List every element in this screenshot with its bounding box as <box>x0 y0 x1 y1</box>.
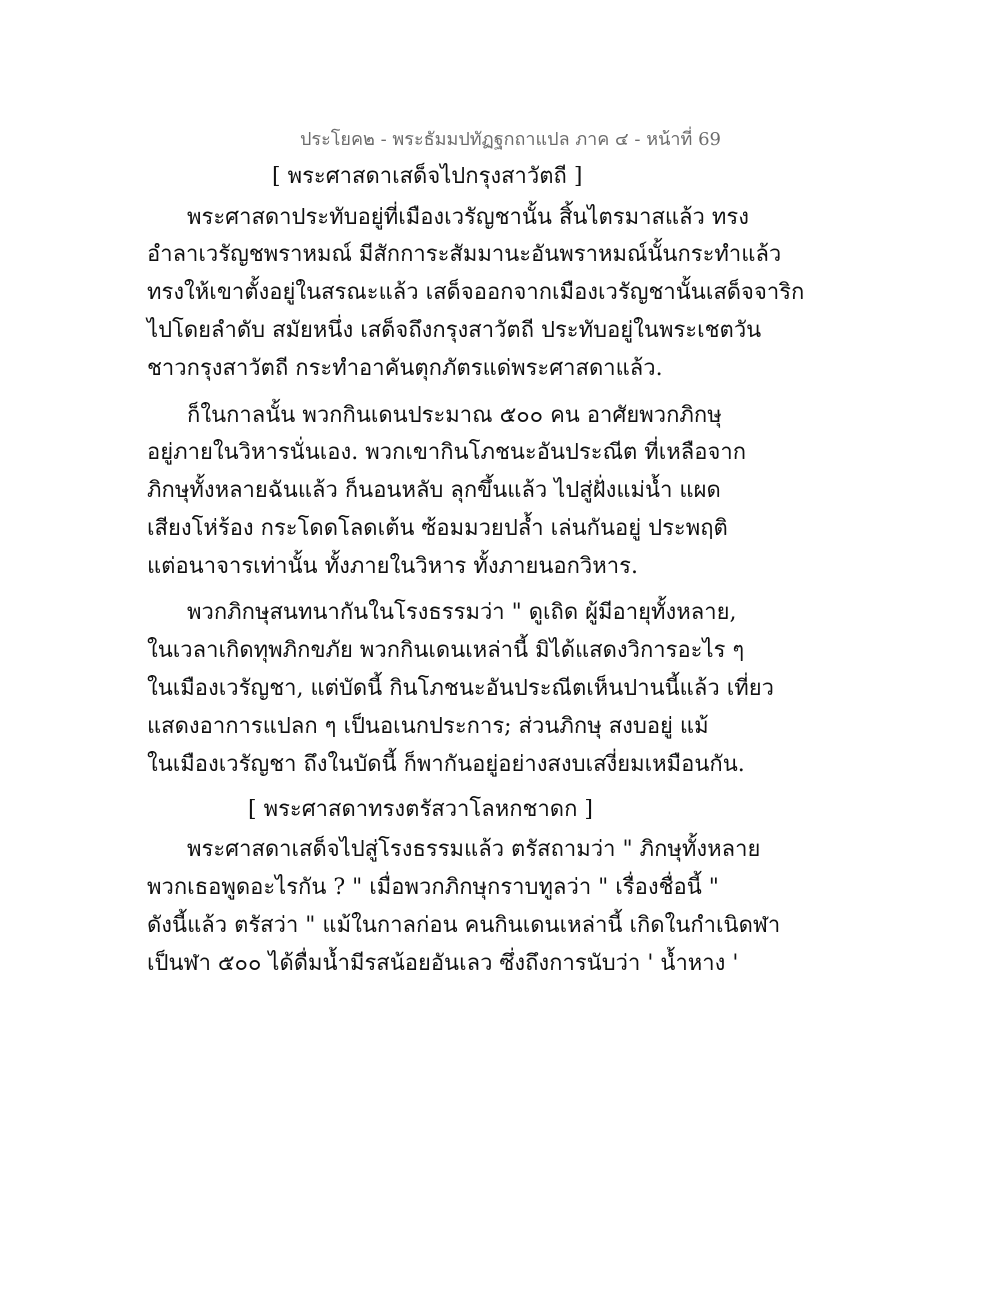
paragraph-line: พวกภิกษุสนทนากันในโรงธรรมว่า " ดูเถิด ผู้มีอายุทั้งหลาย, <box>187 600 737 625</box>
paragraph-line: พระศาสดาประทับอยู่ที่เมืองเวรัญชานั้น สิ้นไตรมาสแล้ว ทรง <box>187 205 749 230</box>
paragraph-line: ไปโดยลำดับ สมัยหนึ่ง เสด็จถึงกรุงสาวัตถี ประทับอยู่ในพระเชตวัน <box>147 318 762 343</box>
paragraph-line: ชาวกรุงสาวัตถี กระทำอาคันตุกภัตรแด่พระศาสดาแล้ว. <box>147 356 663 381</box>
paragraph-line: อำลาเวรัญชพราหมณ์ มีสักการะสัมมานะอันพราหมณ์นั้นกระทำแล้ว <box>147 242 782 267</box>
paragraph-line: ในเมืองเวรัญชา ถึงในบัดนี้ ก็พากันอยู่อย่างสงบเสงี่ยมเหมือนกัน. <box>147 752 745 777</box>
paragraph-line: เสียงโห่ร้อง กระโดดโลดเต้น ซ้อมมวยปล้ำ เล่นกันอยู่ ประพฤติ <box>147 516 728 541</box>
paragraph-line: ดังนี้แล้ว ตรัสว่า " แม้ในกาลก่อน คนกินเดนเหล่านี้ เกิดในกำเนิดฬา <box>147 913 781 938</box>
section-heading: [ พระศาสดาทรงตรัสวาโลหกชาดก ] <box>248 797 593 822</box>
paragraph-line: พวกเธอพูดอะไรกัน ? " เมื่อพวกภิกษุกราบทูลว่า " เรื่องชื่อนี้ " <box>147 875 719 900</box>
paragraph-line: ในเมืองเวรัญชา, แต่บัดนี้ กินโภชนะอันประณีตเห็นปานนี้แล้ว เที่ยว <box>147 676 774 701</box>
running-head: ประโยค๒ - พระธัมมปทัฏฐกถาแปล ภาค ๔ - หน้าที่ 69 <box>300 129 721 150</box>
paragraph-line: แต่อนาจารเท่านั้น ทั้งภายในวิหาร ทั้งภายนอกวิหาร. <box>147 554 638 579</box>
paragraph-line: เป็นฬา ๕๐๐ ได้ดื่มน้ำมีรสน้อยอันเลว ซึ่งถึงการนับว่า ' น้ำหาง ' <box>147 951 739 976</box>
paragraph-line: อยู่ภายในวิหารนั่นเอง. พวกเขากินโภชนะอันประณีต ที่เหลือจาก <box>147 440 747 465</box>
paragraph-line: ภิกษุทั้งหลายฉันแล้ว ก็นอนหลับ ลุกขึ้นแล้ว ไปสู่ฝั่งแม่น้ำ แผด <box>147 478 721 503</box>
paragraph-line: พระศาสดาเสด็จไปสู่โรงธรรมแล้ว ตรัสถามว่า " ภิกษุทั้งหลาย <box>187 837 761 862</box>
paragraph-line: ก็ในกาลนั้น พวกกินเดนประมาณ ๕๐๐ คน อาศัยพวกภิกษุ <box>187 403 722 428</box>
section-heading: [ พระศาสดาเสด็จไปกรุงสาวัตถี ] <box>272 164 583 189</box>
paragraph-line: แสดงอาการแปลก ๆ เป็นอเนกประการ; ส่วนภิกษุ สงบอยู่ แม้ <box>147 714 709 739</box>
paragraph-line: ในเวลาเกิดทุพภิกขภัย พวกกินเดนเหล่านี้ มิได้แสดงวิการอะไร ๆ <box>147 638 745 663</box>
paragraph-line: ทรงให้เขาตั้งอยู่ในสรณะแล้ว เสด็จออกจากเมืองเวรัญชานั้นเสด็จจาริก <box>147 280 805 305</box>
